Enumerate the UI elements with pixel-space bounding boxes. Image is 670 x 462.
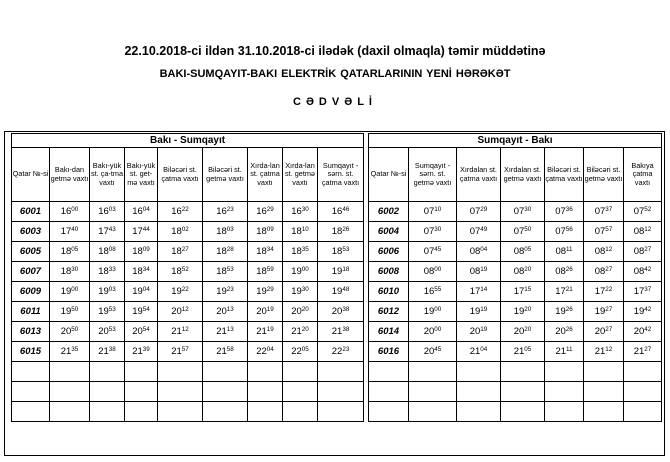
time-cell: $07^{56}$	[545, 222, 584, 242]
empty-row	[369, 382, 662, 402]
empty-cell	[369, 362, 409, 382]
empty-cell	[501, 402, 545, 422]
empty-cell	[409, 402, 457, 422]
time-cell: $19^{50}$	[50, 302, 90, 322]
train-number: 6002	[369, 202, 409, 222]
time-cell: $07^{36}$	[545, 202, 584, 222]
time-cell: $08^{27}$	[584, 262, 624, 282]
empty-cell	[158, 382, 203, 402]
empty-cell	[545, 382, 584, 402]
time-cell: $21^{19}$	[248, 322, 283, 342]
time-cell: $08^{42}$	[624, 262, 662, 282]
time-cell: $07^{30}$	[501, 202, 545, 222]
time-cell: $19^{27}$	[584, 302, 624, 322]
table-row	[369, 202, 662, 222]
column-header: Bakı-yük st. get-mə vaxtı	[125, 148, 158, 202]
empty-cell	[501, 362, 545, 382]
time-cell: $16^{04}$	[125, 202, 158, 222]
time-cell: $16^{30}$	[283, 202, 318, 222]
time-cell: $18^{35}$	[283, 242, 318, 262]
empty-cell	[369, 382, 409, 402]
time-cell: $16^{22}$	[158, 202, 203, 222]
time-cell: $20^{53}$	[90, 322, 125, 342]
time-cell: $16^{00}$	[50, 202, 90, 222]
time-cell: $18^{34}$	[125, 262, 158, 282]
time-cell: $21^{13}$	[203, 322, 248, 342]
time-cell: $07^{29}$	[457, 202, 501, 222]
time-cell: $18^{26}$	[318, 222, 364, 242]
column-header: Qatar №-si	[369, 148, 409, 202]
time-cell: $19^{53}$	[90, 302, 125, 322]
empty-cell	[624, 362, 662, 382]
time-cell: $21^{05}$	[501, 342, 545, 362]
train-number: 6004	[369, 222, 409, 242]
time-cell: $18^{34}$	[248, 242, 283, 262]
time-cell: $19^{26}$	[545, 302, 584, 322]
time-cell: $18^{10}$	[283, 222, 318, 242]
left-schedule-table	[11, 133, 364, 422]
empty-cell	[90, 402, 125, 422]
time-cell: $20^{20}$	[501, 322, 545, 342]
empty-cell	[457, 402, 501, 422]
train-number: 6009	[12, 282, 50, 302]
time-cell: $17^{43}$	[90, 222, 125, 242]
empty-cell	[158, 402, 203, 422]
table-row	[12, 302, 364, 322]
time-cell: $19^{22}$	[158, 282, 203, 302]
empty-cell	[318, 382, 364, 402]
table-row	[369, 342, 662, 362]
time-cell: $21^{20}$	[283, 322, 318, 342]
time-cell: $19^{29}$	[248, 282, 283, 302]
train-number: 6008	[369, 262, 409, 282]
column-header: Bakıya çatma vaxtı	[624, 148, 662, 202]
time-cell: $16^{46}$	[318, 202, 364, 222]
time-cell: $22^{23}$	[318, 342, 364, 362]
document-title: 22.10.2018-ci ildən 31.10.2018-ci ilədək (daxil olmaqla) təmir müddətinə	[124, 44, 546, 58]
time-cell: $08^{12}$	[584, 242, 624, 262]
empty-cell	[125, 382, 158, 402]
time-cell: $08^{11}$	[545, 242, 584, 262]
time-cell: $18^{59}$	[248, 262, 283, 282]
time-cell: $08^{12}$	[624, 222, 662, 242]
train-number: 6016	[369, 342, 409, 362]
time-cell: $20^{45}$	[409, 342, 457, 362]
empty-cell	[203, 382, 248, 402]
time-cell: $07^{50}$	[501, 222, 545, 242]
empty-cell	[90, 362, 125, 382]
empty-cell	[203, 402, 248, 422]
empty-cell	[501, 382, 545, 402]
train-number: 6005	[12, 242, 50, 262]
time-cell: $18^{28}$	[203, 242, 248, 262]
table-row	[12, 342, 364, 362]
table-row	[12, 322, 364, 342]
time-cell: $19^{19}$	[457, 302, 501, 322]
time-cell: $16^{29}$	[248, 202, 283, 222]
column-header: Bakı-yük st. ça-tma vaxtı	[90, 148, 125, 202]
empty-cell	[283, 382, 318, 402]
document-heading-schedule: CƏDVƏLİ	[293, 96, 377, 108]
time-cell: $20^{27}$	[584, 322, 624, 342]
table-row	[369, 322, 662, 342]
time-cell: $18^{53}$	[318, 242, 364, 262]
empty-cell	[12, 382, 50, 402]
time-cell: $19^{18}$	[318, 262, 364, 282]
empty-cell	[409, 362, 457, 382]
time-cell: $21^{35}$	[50, 342, 90, 362]
time-cell: $21^{27}$	[624, 342, 662, 362]
table-row	[12, 242, 364, 262]
train-number: 6010	[369, 282, 409, 302]
empty-cell	[584, 402, 624, 422]
empty-cell	[409, 382, 457, 402]
empty-cell	[584, 382, 624, 402]
time-cell: $18^{27}$	[158, 242, 203, 262]
time-cell: $20^{13}$	[203, 302, 248, 322]
time-cell: $20^{19}$	[248, 302, 283, 322]
time-cell: $17^{37}$	[624, 282, 662, 302]
time-cell: $16^{23}$	[203, 202, 248, 222]
time-cell: $19^{20}$	[501, 302, 545, 322]
column-header: Sumqayıt -sərn. st. getmə vaxtı	[409, 148, 457, 202]
time-cell: $07^{52}$	[624, 202, 662, 222]
column-header: Biləcəri st. çatma vaxtı	[158, 148, 203, 202]
time-cell: $08^{00}$	[409, 262, 457, 282]
empty-cell	[50, 402, 90, 422]
time-cell: $08^{19}$	[457, 262, 501, 282]
time-cell: $18^{52}$	[158, 262, 203, 282]
time-cell: $16^{55}$	[409, 282, 457, 302]
table-row	[369, 262, 662, 282]
empty-cell	[283, 362, 318, 382]
time-cell: $19^{54}$	[125, 302, 158, 322]
document-subtitle: BAKI-SUMQAYIT-BAKI ELEKTRİK QATARLARININ YENİ HƏRƏKƏT	[159, 68, 511, 80]
time-cell: $22^{05}$	[283, 342, 318, 362]
time-cell: $20^{26}$	[545, 322, 584, 342]
time-cell: $16^{03}$	[90, 202, 125, 222]
time-cell: $19^{48}$	[318, 282, 364, 302]
time-cell: $07^{37}$	[584, 202, 624, 222]
empty-cell	[125, 362, 158, 382]
train-number: 6007	[12, 262, 50, 282]
time-cell: $08^{20}$	[501, 262, 545, 282]
time-cell: $20^{54}$	[125, 322, 158, 342]
train-number: 6003	[12, 222, 50, 242]
column-header: Sumqayıt -sərn. st. çatma vaxtı	[318, 148, 364, 202]
time-cell: $17^{14}$	[457, 282, 501, 302]
time-cell: $20^{50}$	[50, 322, 90, 342]
time-cell: $22^{04}$	[248, 342, 283, 362]
column-header: Biləcəri st. çatma vaxtı	[545, 148, 584, 202]
empty-cell	[248, 402, 283, 422]
column-header: Biləcəri st. getmə vaxtı	[203, 148, 248, 202]
time-cell: $08^{26}$	[545, 262, 584, 282]
train-number: 6014	[369, 322, 409, 342]
train-number: 6012	[369, 302, 409, 322]
time-cell: $17^{44}$	[125, 222, 158, 242]
time-cell: $07^{30}$	[409, 222, 457, 242]
empty-cell	[50, 362, 90, 382]
empty-cell	[90, 382, 125, 402]
empty-cell	[318, 402, 364, 422]
time-cell: $18^{02}$	[158, 222, 203, 242]
time-cell: $21^{39}$	[125, 342, 158, 362]
time-cell: $21^{12}$	[158, 322, 203, 342]
column-header: Xırdalan st. çatma vaxtı	[457, 148, 501, 202]
time-cell: $20^{00}$	[409, 322, 457, 342]
time-cell: $19^{42}$	[624, 302, 662, 322]
table-row	[12, 262, 364, 282]
empty-cell	[369, 402, 409, 422]
empty-cell	[457, 362, 501, 382]
left-table-title: Bakı - Sumqayıt	[12, 134, 364, 148]
time-cell: $19^{00}$	[50, 282, 90, 302]
empty-row	[369, 402, 662, 422]
time-cell: $17^{21}$	[545, 282, 584, 302]
column-header: Bakı-dan getmə vaxtı	[50, 148, 90, 202]
empty-cell	[125, 402, 158, 422]
time-cell: $18^{03}$	[203, 222, 248, 242]
table-row	[12, 282, 364, 302]
time-cell: $20^{12}$	[158, 302, 203, 322]
time-cell: $21^{11}$	[545, 342, 584, 362]
table-row	[369, 242, 662, 262]
time-cell: $18^{30}$	[50, 262, 90, 282]
right-schedule-table	[368, 133, 662, 422]
column-header: Xırda-lan st. çatma vaxtı	[248, 148, 283, 202]
time-cell: $20^{20}$	[283, 302, 318, 322]
right-table-title: Sumqayıt - Bakı	[369, 134, 662, 148]
column-header: Biləcəri st. getmə vaxtı	[584, 148, 624, 202]
empty-cell	[203, 362, 248, 382]
empty-cell	[624, 402, 662, 422]
time-cell: $18^{53}$	[203, 262, 248, 282]
time-cell: $21^{57}$	[158, 342, 203, 362]
time-cell: $18^{09}$	[248, 222, 283, 242]
train-number: 6001	[12, 202, 50, 222]
table-row	[369, 302, 662, 322]
column-header: Xırdalan st. getmə vaxtı	[501, 148, 545, 202]
train-number: 6006	[369, 242, 409, 262]
empty-cell	[624, 382, 662, 402]
time-cell: $08^{04}$	[457, 242, 501, 262]
empty-cell	[248, 362, 283, 382]
time-cell: $21^{58}$	[203, 342, 248, 362]
empty-row	[12, 362, 364, 382]
time-cell: $08^{05}$	[501, 242, 545, 262]
time-cell: $17^{15}$	[501, 282, 545, 302]
time-cell: $19^{23}$	[203, 282, 248, 302]
time-cell: $19^{00}$	[409, 302, 457, 322]
train-number: 6011	[12, 302, 50, 322]
empty-row	[12, 382, 364, 402]
time-cell: $19^{00}$	[283, 262, 318, 282]
train-number: 6013	[12, 322, 50, 342]
time-cell: $18^{05}$	[50, 242, 90, 262]
time-cell: $21^{38}$	[318, 322, 364, 342]
table-row	[369, 222, 662, 242]
time-cell: $17^{40}$	[50, 222, 90, 242]
time-cell: $07^{10}$	[409, 202, 457, 222]
time-cell: $07^{45}$	[409, 242, 457, 262]
time-cell: $20^{19}$	[457, 322, 501, 342]
time-cell: $20^{42}$	[624, 322, 662, 342]
time-cell: $18^{33}$	[90, 262, 125, 282]
table-row	[12, 222, 364, 242]
time-cell: $19^{03}$	[90, 282, 125, 302]
time-cell: $18^{08}$	[90, 242, 125, 262]
time-cell: $08^{27}$	[624, 242, 662, 262]
empty-cell	[158, 362, 203, 382]
empty-cell	[457, 382, 501, 402]
time-cell: $21^{38}$	[90, 342, 125, 362]
time-cell: $19^{04}$	[125, 282, 158, 302]
column-header: Qatar №-si	[12, 148, 50, 202]
empty-cell	[545, 402, 584, 422]
empty-cell	[318, 362, 364, 382]
empty-row	[369, 362, 662, 382]
train-number: 6015	[12, 342, 50, 362]
table-row	[12, 202, 364, 222]
empty-cell	[283, 402, 318, 422]
time-cell: $17^{22}$	[584, 282, 624, 302]
time-cell: $19^{30}$	[283, 282, 318, 302]
empty-cell	[545, 362, 584, 382]
table-row	[369, 282, 662, 302]
time-cell: $18^{09}$	[125, 242, 158, 262]
time-cell: $21^{12}$	[584, 342, 624, 362]
time-cell: $07^{57}$	[584, 222, 624, 242]
empty-row	[12, 402, 364, 422]
time-cell: $07^{49}$	[457, 222, 501, 242]
empty-cell	[584, 362, 624, 382]
time-cell: $20^{38}$	[318, 302, 364, 322]
column-header: Xırda-lan st. getmə vaxtı	[283, 148, 318, 202]
empty-cell	[248, 382, 283, 402]
empty-cell	[50, 382, 90, 402]
time-cell: $21^{04}$	[457, 342, 501, 362]
empty-cell	[12, 362, 50, 382]
empty-cell	[12, 402, 50, 422]
